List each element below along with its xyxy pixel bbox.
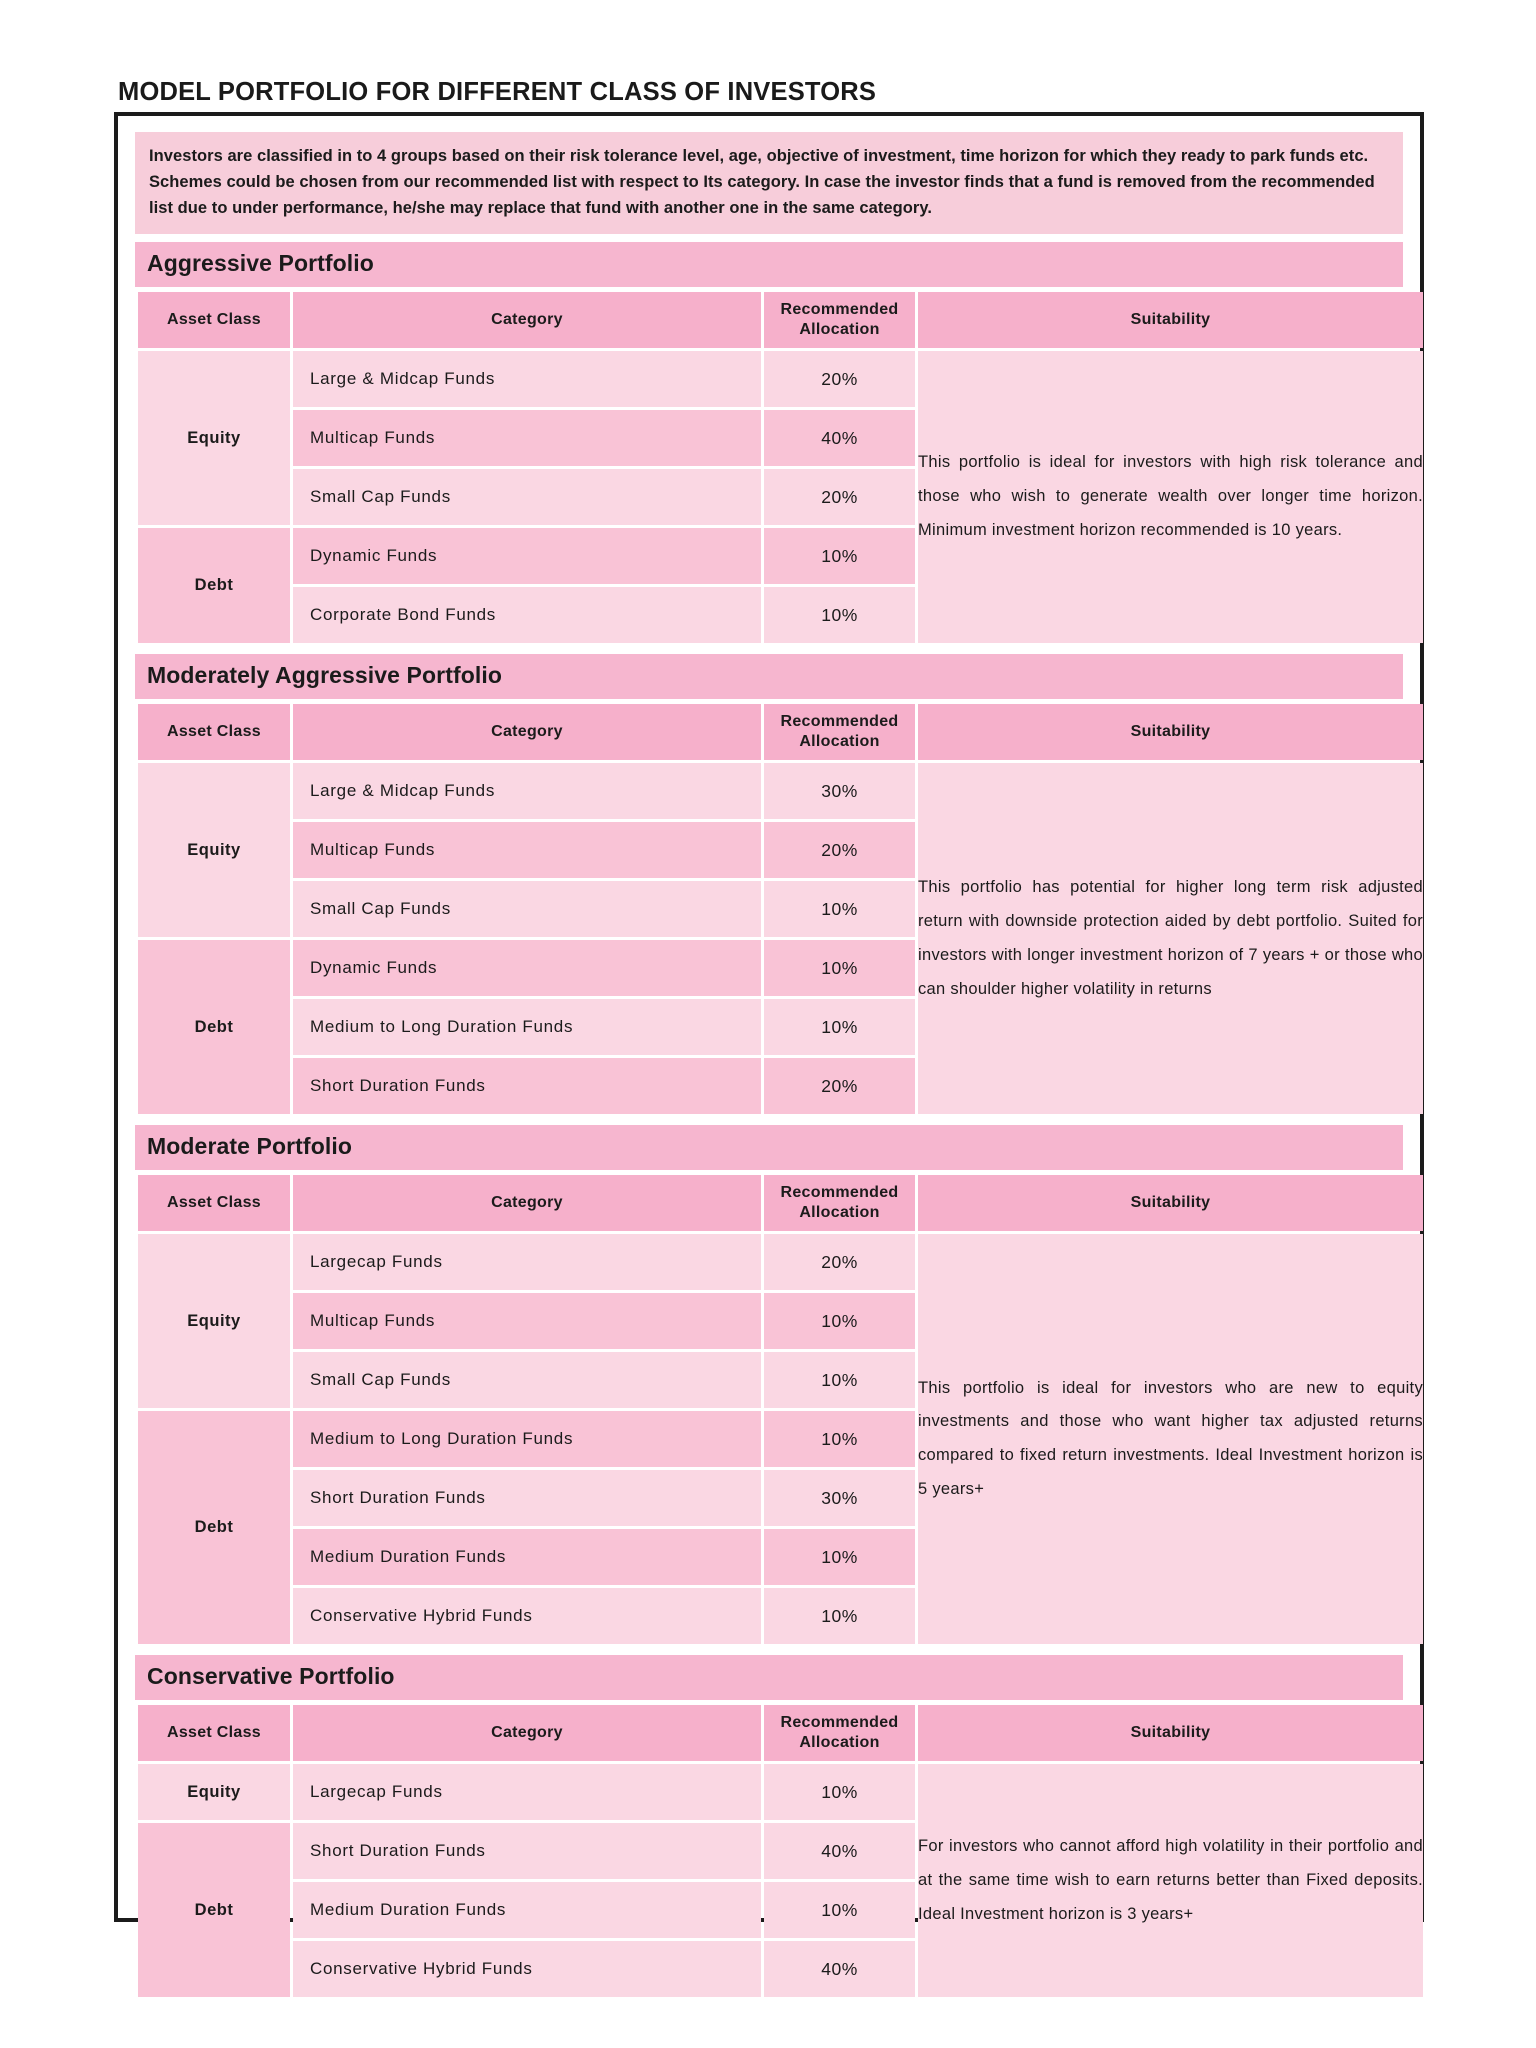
allocation-cell: 10% — [764, 999, 915, 1055]
section-title: Aggressive Portfolio — [135, 242, 1403, 287]
category-cell: Conservative Hybrid Funds — [293, 1588, 761, 1644]
portfolio-table — [135, 289, 1426, 646]
category-cell: Small Cap Funds — [293, 469, 761, 525]
allocation-cell: 10% — [764, 587, 915, 643]
allocation-header-line1: Recommended — [780, 1714, 899, 1732]
category-cell: Medium Duration Funds — [293, 1529, 761, 1585]
column-header-category: Category — [293, 292, 761, 348]
suitability-text: This portfolio is ideal for investors who are new to equity investments and those who want higher tax adjusted returns compared to fixed return investments. Ideal Investment horizon is 5 years+ — [918, 1378, 1423, 1498]
allocation-cell: 40% — [764, 1823, 915, 1879]
column-header-category: Category — [293, 704, 761, 760]
asset-class-cell: Equity — [138, 1764, 290, 1820]
category-cell: Small Cap Funds — [293, 881, 761, 937]
category-cell: Multicap Funds — [293, 410, 761, 466]
suitability-cell — [918, 1764, 1423, 1997]
section-title: Moderate Portfolio — [135, 1125, 1403, 1170]
intro-paragraph: Investors are classified in to 4 groups based on their risk tolerance level, age, objective of investment, time horizon for which they ready to park funds etc. Schemes could be chosen from our recommended list with respect to Its category. In case the investor finds that a fund is removed from the recommended list due to under performance, he/she may replace that fund with another one in the same category. — [135, 132, 1403, 234]
allocation-header-line2: Allocation — [799, 1734, 880, 1752]
document-frame — [114, 112, 1424, 1979]
category-cell: Dynamic Funds — [293, 528, 761, 584]
allocation-header-line1: Recommended — [780, 1184, 899, 1202]
asset-class-cell: Debt — [138, 940, 290, 1114]
asset-class-cell: Debt — [138, 1411, 290, 1644]
category-cell: Large & Midcap Funds — [293, 351, 761, 407]
column-header-category: Category — [293, 1705, 761, 1761]
table-header-row — [138, 292, 1423, 348]
allocation-header-line1: Recommended — [780, 301, 899, 319]
category-cell: Dynamic Funds — [293, 940, 761, 996]
column-header-suitability: Suitability — [918, 292, 1423, 348]
allocation-header-line1: Recommended — [780, 713, 899, 731]
column-header-category: Category — [293, 1175, 761, 1231]
category-cell: Conservative Hybrid Funds — [293, 1941, 761, 1997]
allocation-cell: 20% — [764, 1058, 915, 1114]
table-header-row — [138, 1705, 1423, 1761]
asset-class-cell: Equity — [138, 351, 290, 525]
allocation-header-line2: Allocation — [799, 733, 880, 751]
portfolio-section — [135, 242, 1423, 646]
asset-class-cell: Equity — [138, 763, 290, 937]
category-cell: Corporate Bond Funds — [293, 587, 761, 643]
portfolio-table — [135, 701, 1426, 1117]
allocation-cell: 20% — [764, 469, 915, 525]
category-cell: Largecap Funds — [293, 1764, 761, 1820]
column-header-suitability: Suitability — [918, 1705, 1423, 1761]
asset-class-cell: Equity — [138, 1234, 290, 1408]
table-row — [138, 763, 1423, 819]
frame-inner — [135, 132, 1423, 2000]
page-title: MODEL PORTFOLIO FOR DIFFERENT CLASS OF INVESTORS — [118, 78, 877, 106]
table-row — [138, 1234, 1423, 1290]
allocation-cell: 10% — [764, 528, 915, 584]
allocation-cell: 40% — [764, 410, 915, 466]
suitability-text: This portfolio has potential for higher long term risk adjusted return with downside protection aided by debt portfolio. Suited for investors with longer investment horizon of 7 years + or those who can shoulder higher volatility in returns — [918, 878, 1423, 998]
allocation-cell: 20% — [764, 1234, 915, 1290]
column-header-recommended-allocation — [764, 1705, 915, 1761]
allocation-cell: 10% — [764, 1882, 915, 1938]
portfolio-sections — [135, 242, 1423, 2000]
column-header-asset-class: Asset Class — [138, 292, 290, 348]
allocation-cell: 10% — [764, 1411, 915, 1467]
allocation-header-line2: Allocation — [799, 1204, 880, 1222]
allocation-cell: 20% — [764, 351, 915, 407]
table-row — [138, 1764, 1423, 1820]
column-header-recommended-allocation — [764, 1175, 915, 1231]
allocation-cell: 40% — [764, 1941, 915, 1997]
allocation-cell: 10% — [764, 1529, 915, 1585]
column-header-suitability: Suitability — [918, 704, 1423, 760]
portfolio-section — [135, 1125, 1423, 1647]
asset-class-cell: Debt — [138, 1823, 290, 1997]
column-header-suitability: Suitability — [918, 1175, 1423, 1231]
portfolio-section — [135, 1655, 1423, 2000]
suitability-cell — [918, 351, 1423, 643]
allocation-cell: 10% — [764, 1293, 915, 1349]
asset-class-cell: Debt — [138, 528, 290, 643]
column-header-asset-class: Asset Class — [138, 704, 290, 760]
suitability-cell — [918, 1234, 1423, 1644]
category-cell: Short Duration Funds — [293, 1823, 761, 1879]
column-header-recommended-allocation — [764, 292, 915, 348]
portfolio-table — [135, 1172, 1426, 1647]
allocation-cell: 10% — [764, 1764, 915, 1820]
category-cell: Medium Duration Funds — [293, 1882, 761, 1938]
section-title: Conservative Portfolio — [135, 1655, 1403, 1700]
category-cell: Medium to Long Duration Funds — [293, 999, 761, 1055]
category-cell: Multicap Funds — [293, 822, 761, 878]
portfolio-section — [135, 654, 1423, 1117]
category-cell: Largecap Funds — [293, 1234, 761, 1290]
table-header-row — [138, 704, 1423, 760]
section-title: Moderately Aggressive Portfolio — [135, 654, 1403, 699]
allocation-cell: 10% — [764, 1588, 915, 1644]
allocation-cell: 20% — [764, 822, 915, 878]
table-header-row — [138, 1175, 1423, 1231]
suitability-text: This portfolio is ideal for investors with high risk tolerance and those who wish to generate wealth over longer time horizon. Minimum investment horizon recommended is 10 years. — [918, 453, 1423, 540]
category-cell: Large & Midcap Funds — [293, 763, 761, 819]
column-header-asset-class: Asset Class — [138, 1705, 290, 1761]
allocation-cell: 10% — [764, 940, 915, 996]
portfolio-table — [135, 1702, 1426, 2000]
allocation-cell: 10% — [764, 881, 915, 937]
allocation-cell: 30% — [764, 763, 915, 819]
category-cell: Short Duration Funds — [293, 1470, 761, 1526]
allocation-header-line2: Allocation — [799, 321, 880, 339]
category-cell: Medium to Long Duration Funds — [293, 1411, 761, 1467]
allocation-cell: 10% — [764, 1352, 915, 1408]
column-header-recommended-allocation — [764, 704, 915, 760]
table-row — [138, 351, 1423, 407]
category-cell: Short Duration Funds — [293, 1058, 761, 1114]
suitability-cell — [918, 763, 1423, 1114]
allocation-cell: 30% — [764, 1470, 915, 1526]
suitability-text: For investors who cannot afford high volatility in their portfolio and at the same time wish to earn returns better than Fixed deposits. Ideal Investment horizon is 3 years+ — [918, 1836, 1423, 1923]
column-header-asset-class: Asset Class — [138, 1175, 290, 1231]
category-cell: Small Cap Funds — [293, 1352, 761, 1408]
category-cell: Multicap Funds — [293, 1293, 761, 1349]
